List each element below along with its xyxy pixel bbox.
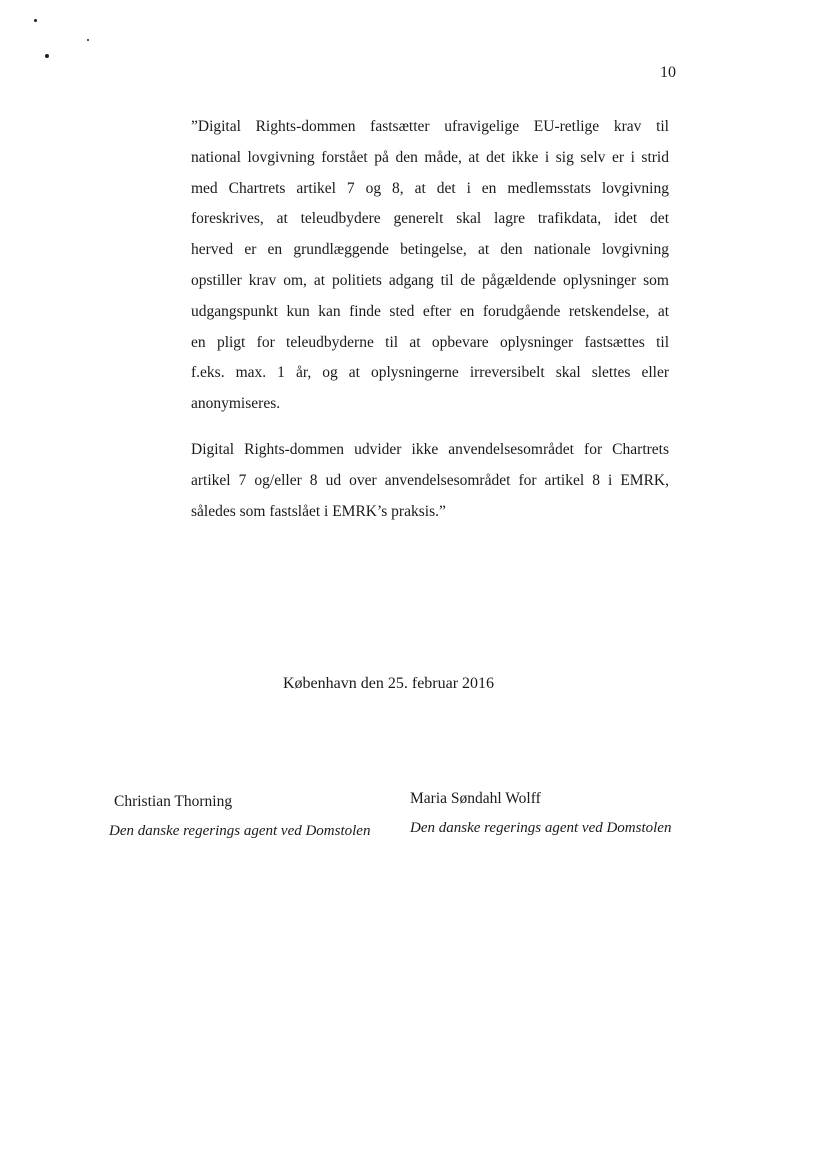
text-line: ”Digital Rights-dommen fastsætter ufravigelige EU-retlige krav til (191, 118, 669, 135)
text-line: artikel 7 og/eller 8 ud over anvendelsesområdet for artikel 8 i EMRK, (191, 471, 669, 489)
text-line: herved er en grundlæggende betingelse, at den nationale lovgivning (191, 241, 669, 259)
signatory-name: Christian Thorning (114, 793, 233, 810)
text-line: f.eks. max. 1 år, og at oplysningerne irreversibelt skal slettes eller (191, 364, 669, 382)
quote-paragraph-2 (191, 435, 669, 527)
signatory-role: Den danske regerings agent ved Domstolen (109, 823, 371, 839)
text-line: national lovgivning forstået på den måde, at det ikke i sig selv er i strid (191, 148, 669, 166)
page-number: 10 (660, 64, 676, 81)
text-line: udgangspunkt kun kan finde sted efter en forudgående retskendelse, at (191, 302, 669, 320)
text-line: en pligt for teleudbyderne til at opbevare oplysninger fastsættes til (191, 333, 669, 351)
signatory-name: Maria Søndahl Wolff (410, 790, 541, 807)
place-date: København den 25. februar 2016 (283, 675, 495, 692)
scan-speck (45, 54, 49, 58)
text-line: således som fastslået i EMRK’s praksis.” (191, 502, 446, 520)
text-line: foreskrives, at teleudbydere generelt skal lagre trafikdata, idet det (191, 210, 669, 228)
quote-paragraph-1 (191, 112, 669, 420)
signatory-role: Den danske regerings agent ved Domstolen (410, 820, 672, 836)
text-line: Digital Rights-dommen udvider ikke anvendelsesområdet for Chartrets (191, 441, 669, 458)
text-line: opstiller krav om, at politiets adgang til de pågældende oplysninger som (191, 271, 669, 289)
text-line: anonymiseres. (191, 395, 281, 413)
scan-speck (87, 39, 89, 41)
text-line: med Chartrets artikel 7 og 8, at det i en medlemsstats lovgivning (191, 179, 669, 197)
scan-speck (34, 19, 37, 22)
